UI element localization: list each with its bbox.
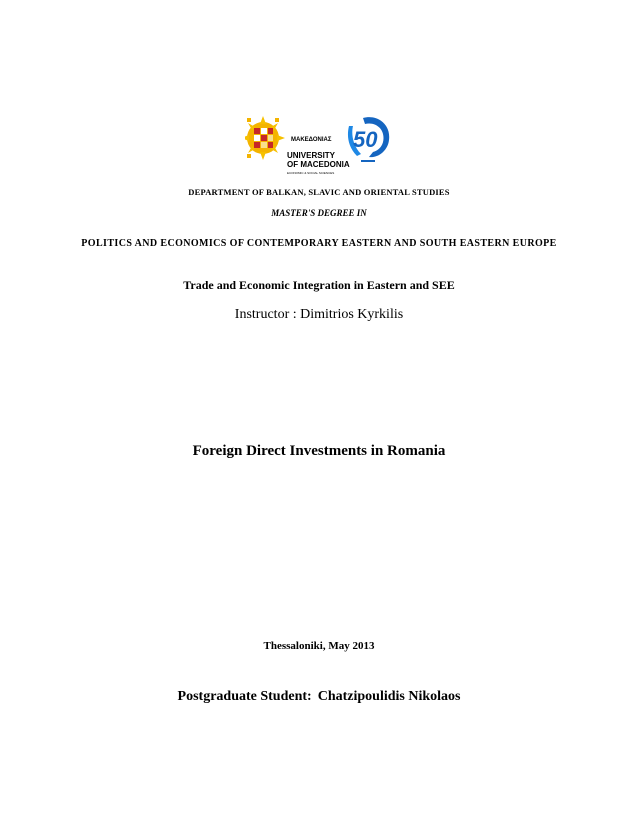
logo-brand-tagline: ECONOMIC & SOCIAL SCIENCES — [287, 171, 335, 175]
university-of-macedonia-logo — [245, 116, 395, 178]
anniversary-50-emblem-icon — [348, 117, 389, 162]
logo-brand-line1: UNIVERSITY — [287, 151, 336, 160]
degree-heading: MASTER'S DEGREE IN — [271, 208, 367, 218]
instructor: Instructor : Dimitrios Kyrkilis — [234, 307, 404, 322]
logo-brand-small: ΜΑΚΕΔΟΝΙΑΣ — [291, 137, 332, 143]
logo-brand-line2: OF MACEDONIA — [287, 160, 350, 169]
student-label: Postgraduate Student: — [177, 689, 312, 704]
document-title: Foreign Direct Investments in Romania — [192, 443, 446, 459]
student-line — [0, 689, 638, 705]
course-name: Trade and Economic Integration in Eastern and SEE — [183, 278, 455, 292]
sun-emblem-icon — [245, 116, 285, 160]
university-logos — [245, 116, 395, 178]
student-name: Chatzipoulidis Nikolaos — [317, 689, 461, 704]
program-name: POLITICS AND ECONOMICS OF CONTEMPORARY EASTERN AND SOUTH EASTERN EUROPE — [81, 238, 557, 249]
anniversary-number: 50 — [353, 127, 378, 152]
city-date: Thessaloniki, May 2013 — [263, 640, 375, 652]
department-name: DEPARTMENT OF BALKAN, SLAVIC AND ORIENTAL STUDIES — [188, 187, 450, 197]
